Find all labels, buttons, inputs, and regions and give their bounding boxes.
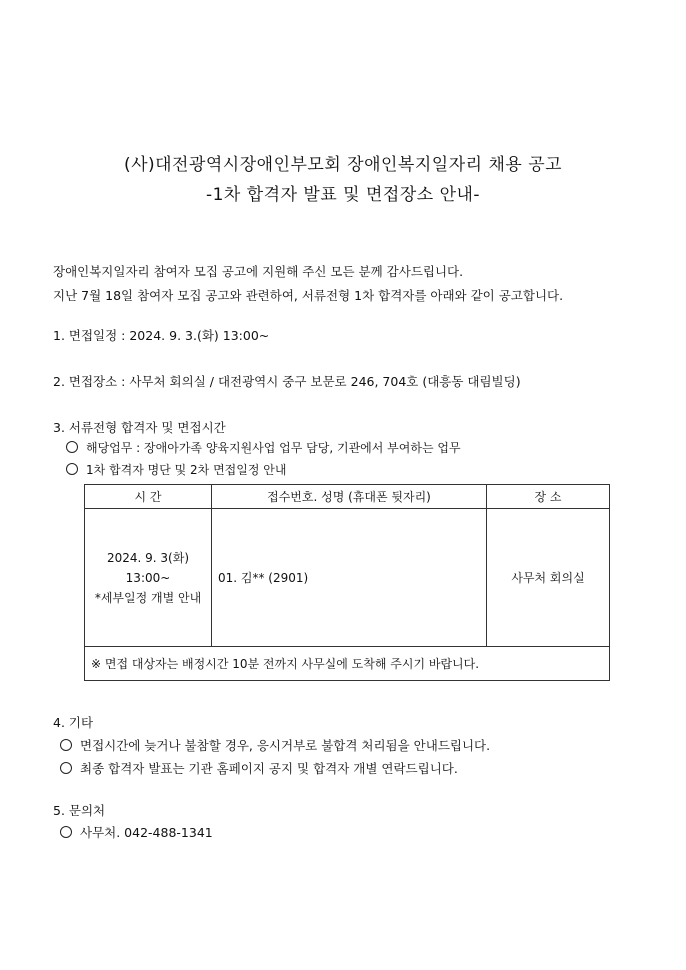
table-cell-place: 사무처 회의실 [487, 509, 610, 647]
circle-bullet-icon [60, 826, 72, 838]
circle-bullet-icon [66, 463, 78, 475]
circle-bullet-icon [60, 739, 72, 751]
section4-item-2: 최종 합격자 발표는 기관 홈페이지 공지 및 합격자 개별 연락드립니다. [60, 759, 458, 777]
section3-item-1: 해당업무 : 장애아가족 양육지원사업 업무 담당, 기관에서 부여하는 업무 [66, 439, 461, 456]
circle-bullet-icon [66, 441, 78, 453]
table-cell-applicant: 01. 김** (2901) [212, 509, 487, 647]
section4-heading: 4. 기타 [53, 715, 94, 730]
table-header-place: 장 소 [487, 485, 610, 509]
intro-line2: 지난 7월 18일 참여자 모집 공고와 관련하여, 서류전형 1차 합격자를 아래와 같이 공고합니다. [53, 288, 564, 303]
section4-item-1: 면접시간에 늦거나 불참할 경우, 응시거부로 불합격 처리됨을 안내드립니다. [60, 736, 490, 754]
section3-item-2: 1차 합격자 명단 및 2차 면접일정 안내 [66, 461, 286, 478]
intro-line1: 장애인복지일자리 참여자 모집 공고에 지원해 주신 모든 분께 감사드립니다. [53, 264, 464, 279]
applicant-table [84, 484, 610, 681]
section5-contact: 사무처. 042-488-1341 [60, 823, 213, 841]
section2-interview-place: 2. 면접장소 : 사무처 회의실 / 대전광역시 중구 보문로 246, 704호 (대흥동 대림빌딩) [53, 374, 521, 389]
document-title-line1: (사)대전광역시장애인부모회 장애인복지일자리 채용 공고 [123, 155, 563, 175]
circle-bullet-icon [60, 762, 72, 774]
table-row [85, 509, 610, 647]
section3-heading: 3. 서류전형 합격자 및 면접시간 [53, 420, 226, 435]
document-title-line2: -1차 합격자 발표 및 면접장소 안내- [205, 185, 481, 205]
section1-interview-date: 1. 면접일정 : 2024. 9. 3.(화) 13:00~ [53, 328, 270, 343]
table-note: ※ 면접 대상자는 배정시간 10분 전까지 사무실에 도착해 주시기 바랍니다. [85, 647, 610, 681]
table-header-applicant: 접수번호. 성명 (휴대폰 뒷자리) [212, 485, 487, 509]
table-cell-time: 2024. 9. 3(화) 13:00~ *세부일정 개별 안내 [85, 509, 212, 647]
table-header-time: 시 간 [85, 485, 212, 509]
section5-heading: 5. 문의처 [53, 803, 106, 818]
